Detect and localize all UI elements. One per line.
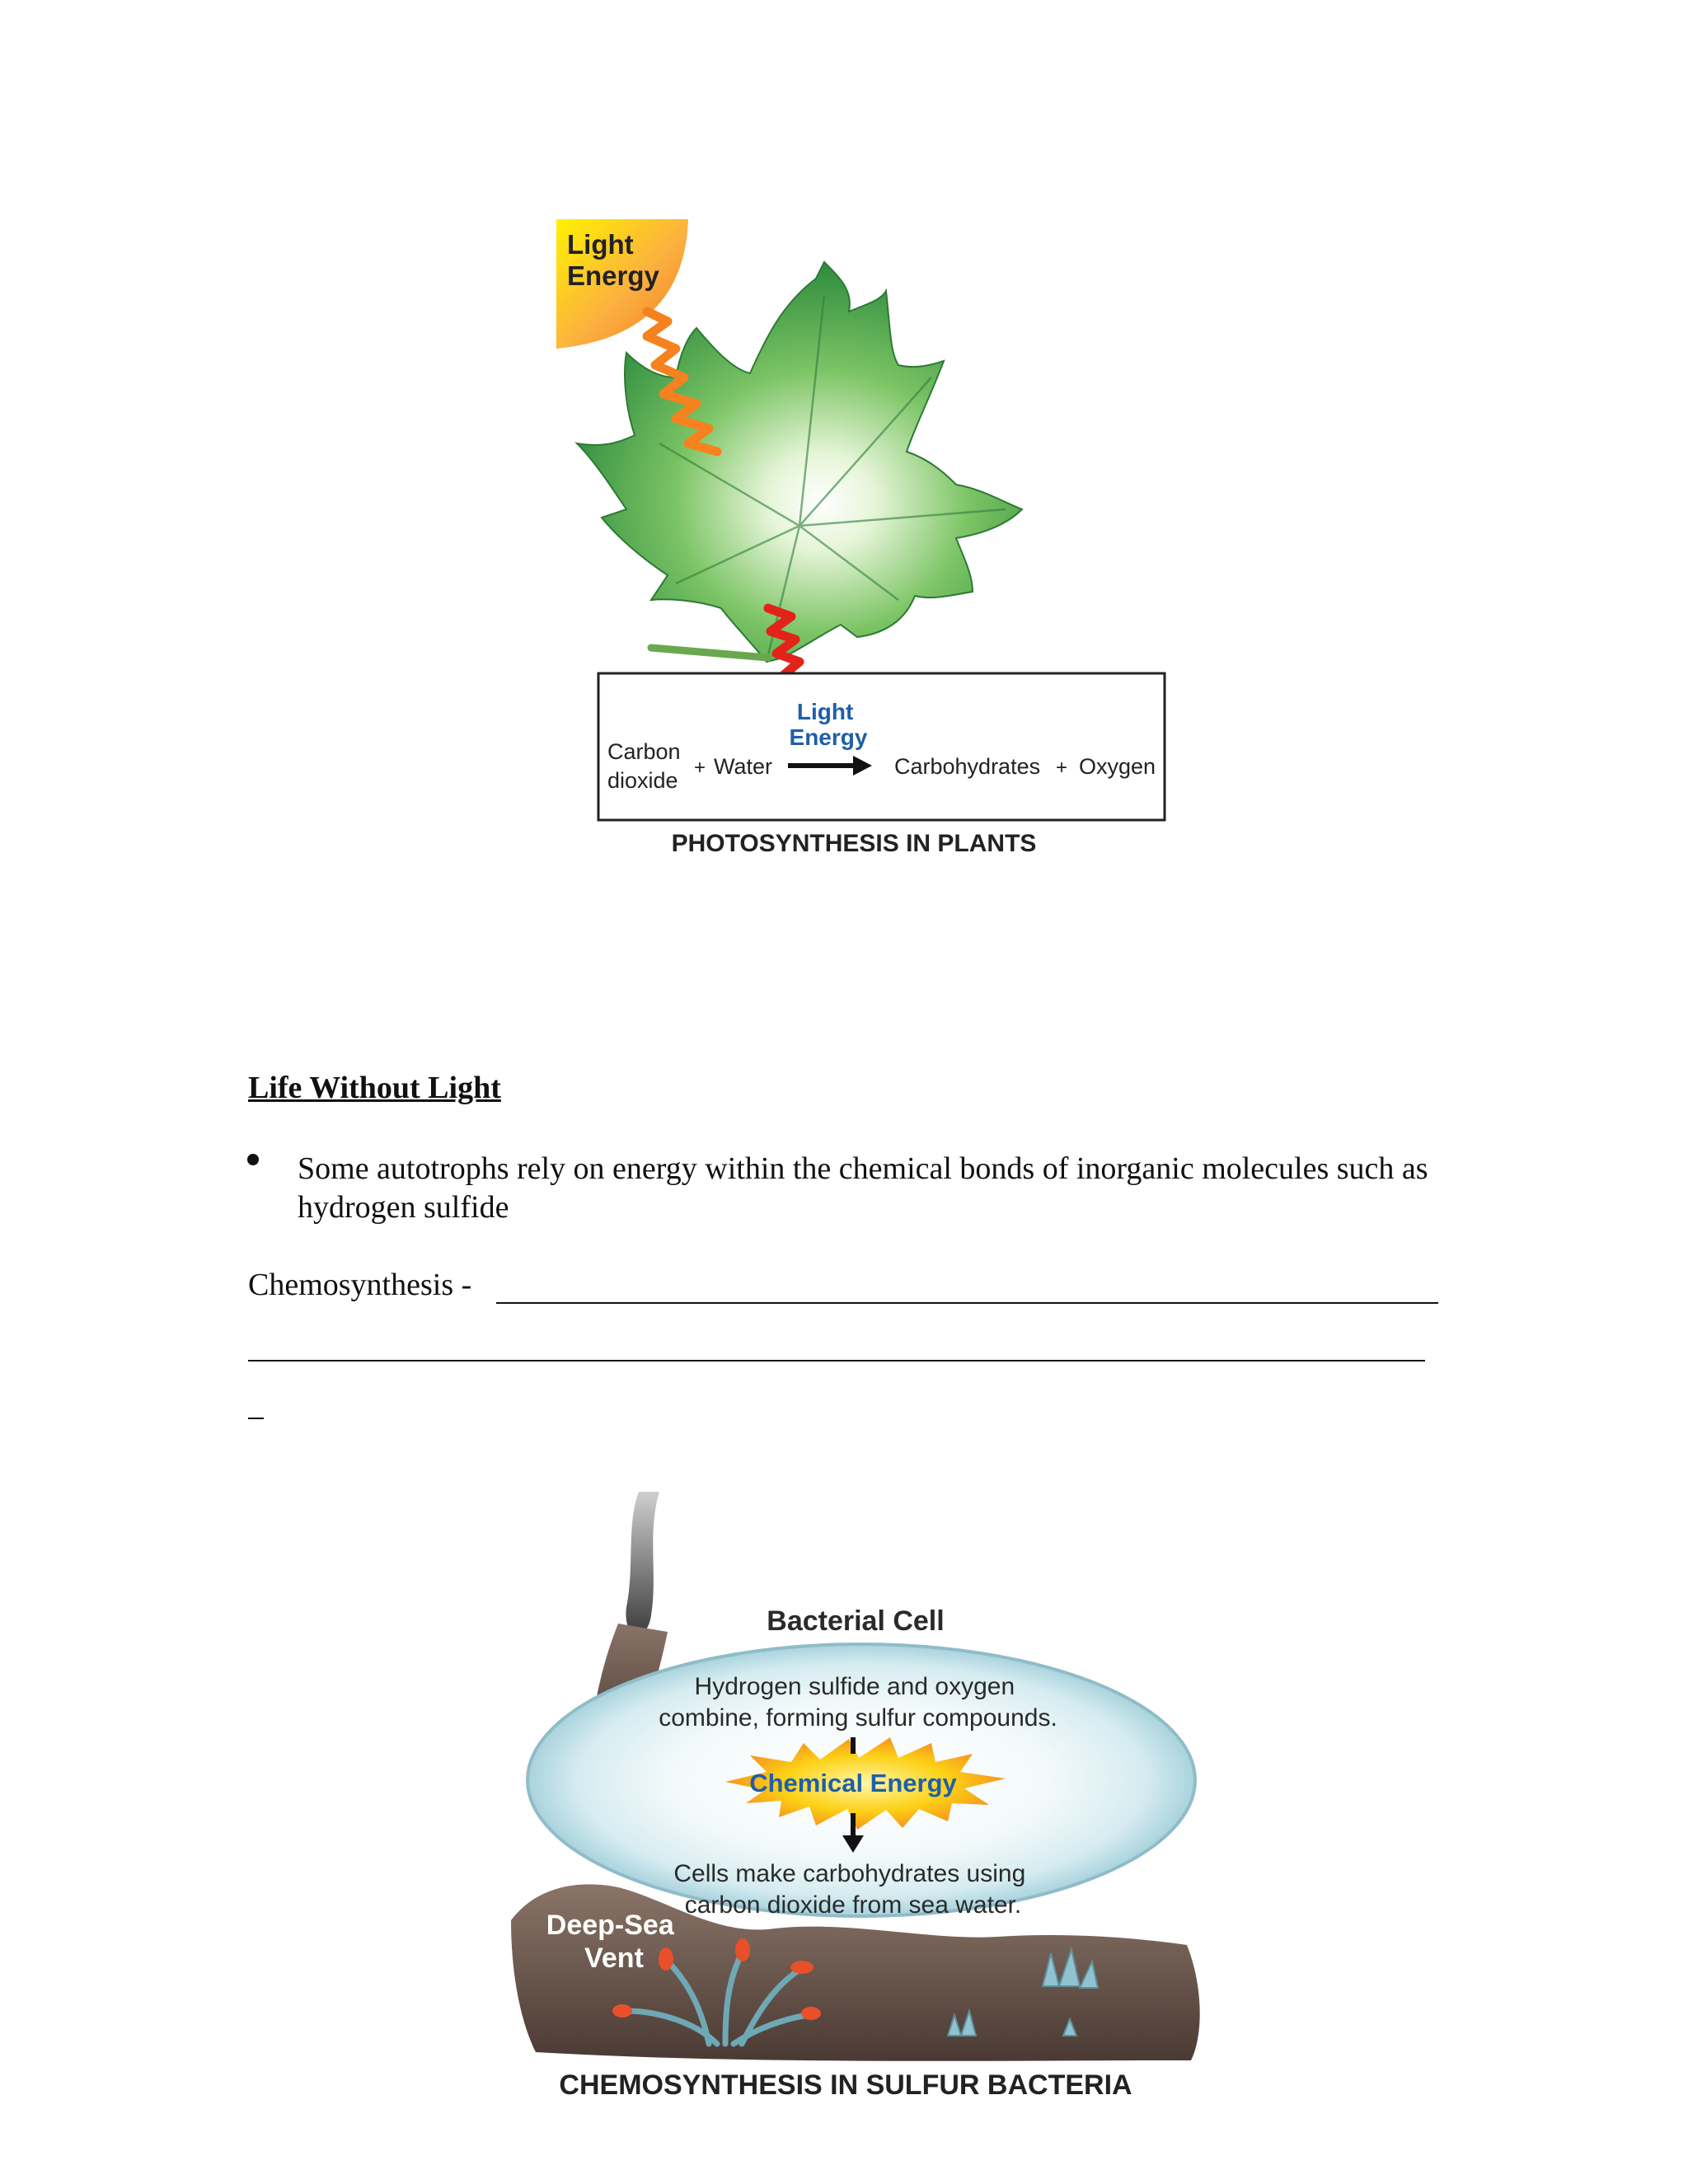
chemosynthesis-diagram (503, 1475, 1220, 2118)
photosynthesis-caption: PHOTOSYNTHESIS IN PLANTS (671, 830, 1037, 857)
chemosynthesis-label: Chemosynthesis - (248, 1268, 472, 1302)
answer-blank-line[interactable] (496, 1302, 1438, 1304)
bullet-text: Some autotrophs rely on energy within the chemical bonds of inorganic molecules such as hydrogen sulfide (298, 1151, 1428, 1225)
reactant-carbon-dioxide: Carbon dioxide (607, 739, 681, 793)
product-oxygen: Oxygen (1079, 754, 1156, 779)
answer-blank-line[interactable] (248, 1418, 264, 1419)
answer-blank-line[interactable] (248, 1360, 1425, 1361)
starburst-label: Light Energy (789, 699, 868, 750)
chemosynthesis-caption: CHEMOSYNTHESIS IN SULFUR BACTERIA (559, 2069, 1132, 2101)
bullet-icon (247, 1154, 259, 1165)
step-2-text: Cells make carbohydrates using carbon dioxide from sea water. (673, 1860, 1026, 1919)
plus-sign: + (1056, 757, 1068, 779)
photosynthesis-diagram (544, 213, 1187, 864)
product-carbohydrates: Carbohydrates (894, 754, 1041, 779)
energy-label: Chemical Energy (749, 1769, 957, 1797)
reactant-water: Water (714, 754, 773, 779)
maple-leaf-icon (577, 262, 1022, 662)
step-1-text: Hydrogen sulfide and oxygen combine, forming sulfur compounds. (659, 1673, 1057, 1732)
plus-sign: + (694, 757, 706, 779)
vent-smoke-icon (626, 1492, 659, 1634)
cell-title: Bacterial Cell (767, 1605, 945, 1637)
vent-label: Deep-Sea Vent (546, 1910, 674, 1974)
sun-label: Light Energy (567, 229, 659, 291)
section-heading: Life Without Light (248, 1071, 501, 1105)
